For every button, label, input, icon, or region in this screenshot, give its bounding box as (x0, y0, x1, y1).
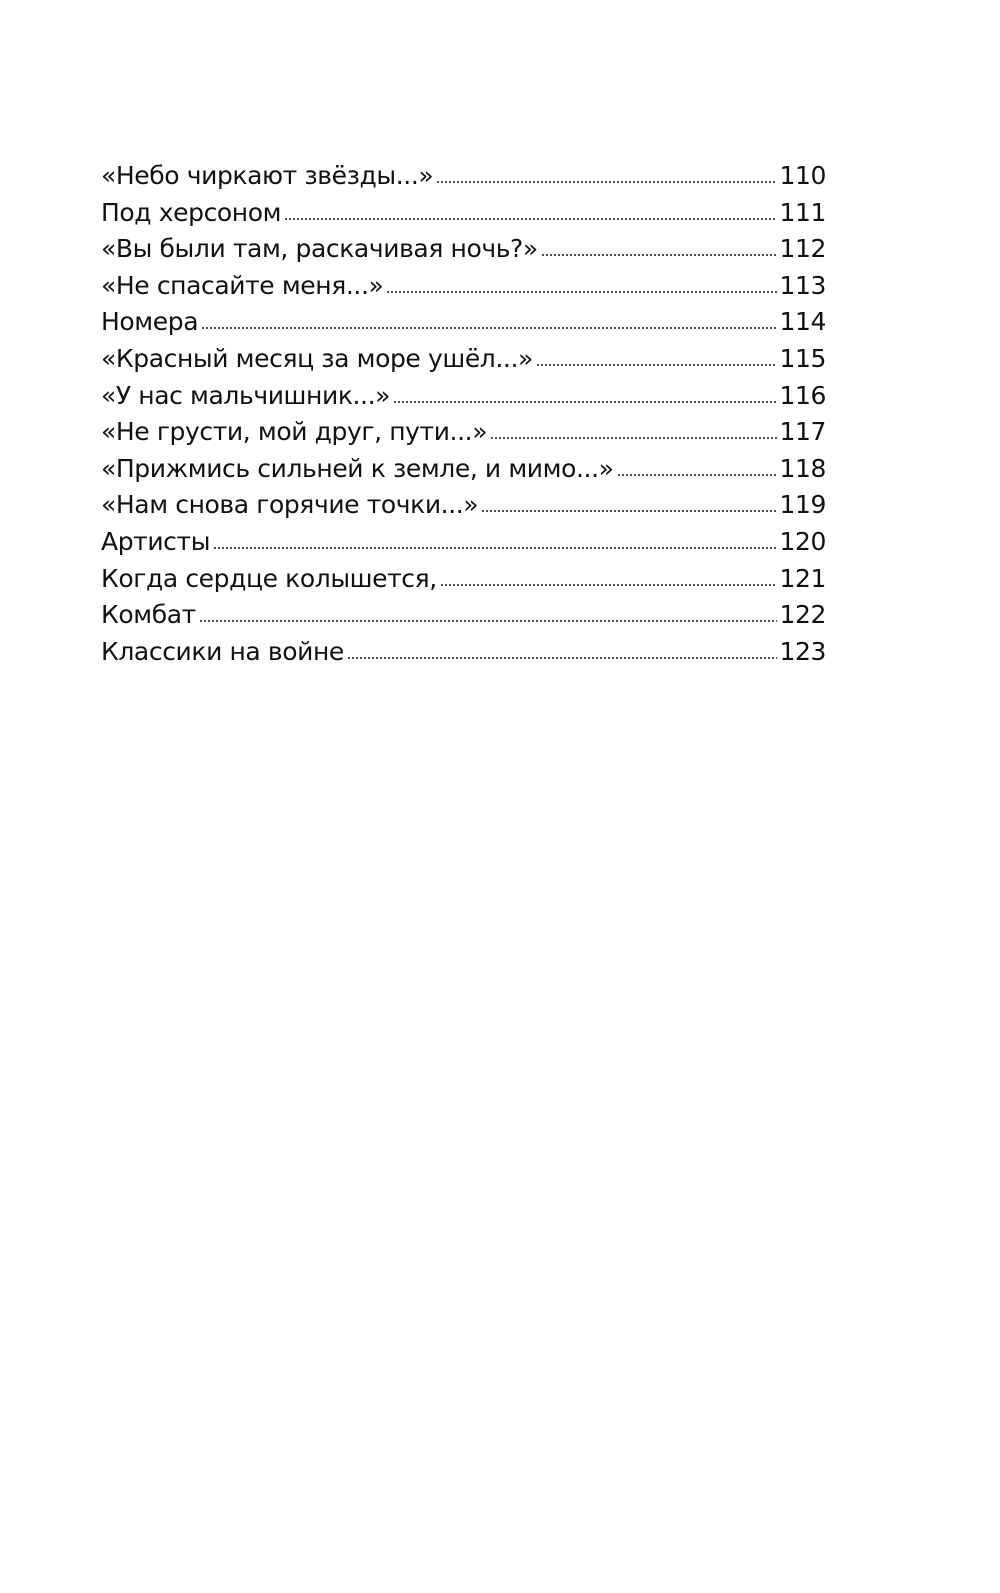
dot-leader (347, 657, 778, 659)
toc-entry (101, 195, 826, 232)
toc-entry (101, 451, 826, 488)
toc-entry-title: «Прижмись сильней к земле, и мимо...» (101, 453, 614, 483)
toc-entry-page-number: 120 (779, 526, 826, 556)
toc-entry (101, 487, 826, 524)
toc-entry (101, 634, 826, 671)
toc-entry (101, 304, 826, 341)
dot-leader (386, 291, 777, 293)
dot-leader (536, 364, 778, 366)
toc-entry-page-number: 122 (779, 600, 826, 630)
toc-entry (101, 597, 826, 634)
toc-entry-page-number: 110 (779, 161, 826, 190)
dot-leader (393, 401, 777, 403)
toc-entry-page-number: 112 (779, 234, 826, 264)
toc-entry-title: Классики на войне (101, 636, 344, 666)
toc-entry-title: «У нас мальчишник...» (101, 380, 391, 410)
toc-entry (101, 561, 826, 598)
dot-leader (490, 437, 777, 439)
toc-entry-title: Под херсоном (101, 197, 282, 227)
toc-entry-page-number: 115 (779, 343, 826, 373)
toc-entry (101, 524, 826, 561)
toc-entry-page-number: 116 (779, 380, 826, 410)
dot-leader (436, 181, 777, 183)
toc-entry-page-number: 121 (779, 563, 826, 593)
dot-leader (541, 254, 778, 256)
toc-entry-page-number: 113 (779, 270, 826, 300)
dot-leader (481, 510, 777, 512)
toc-entry-title: Номера (101, 307, 199, 337)
toc-entry-page-number: 117 (779, 417, 826, 447)
toc-entry (101, 378, 826, 415)
toc-entry-title: «Не грусти, мой друг, пути...» (101, 417, 488, 447)
toc-entry-title: «Не спасайте меня...» (101, 270, 384, 300)
toc-entry (101, 341, 826, 378)
dot-leader (199, 620, 778, 622)
dot-leader (213, 547, 777, 549)
toc-entry (101, 231, 826, 268)
toc-entry (101, 414, 826, 451)
dot-leader (201, 327, 777, 329)
toc-entry-page-number: 123 (779, 636, 826, 666)
toc-entry (101, 158, 826, 195)
toc-entry-page-number: 111 (779, 197, 826, 227)
toc-entry-title: «Вы были там, раскачивая ночь?» (101, 234, 538, 264)
toc-entry-page-number: 114 (779, 307, 826, 337)
dot-leader (440, 584, 778, 586)
toc-entry-title: «Нам снова горячие точки...» (101, 490, 479, 520)
toc-entry (101, 268, 826, 305)
dot-leader (284, 218, 777, 220)
toc-entry-title: «Красный месяц за море ушёл...» (101, 343, 533, 373)
toc-entry-title: «Небо чиркают звёзды...» (101, 161, 434, 190)
toc-entry-title: Комбат (101, 600, 196, 630)
dot-leader (617, 474, 778, 476)
toc-entry-page-number: 118 (779, 453, 826, 483)
toc-entry-title: Артисты (101, 526, 211, 556)
table-of-contents (101, 158, 826, 670)
toc-entry-title: Когда сердце колышется, (101, 563, 437, 593)
toc-entry-page-number: 119 (779, 490, 826, 520)
